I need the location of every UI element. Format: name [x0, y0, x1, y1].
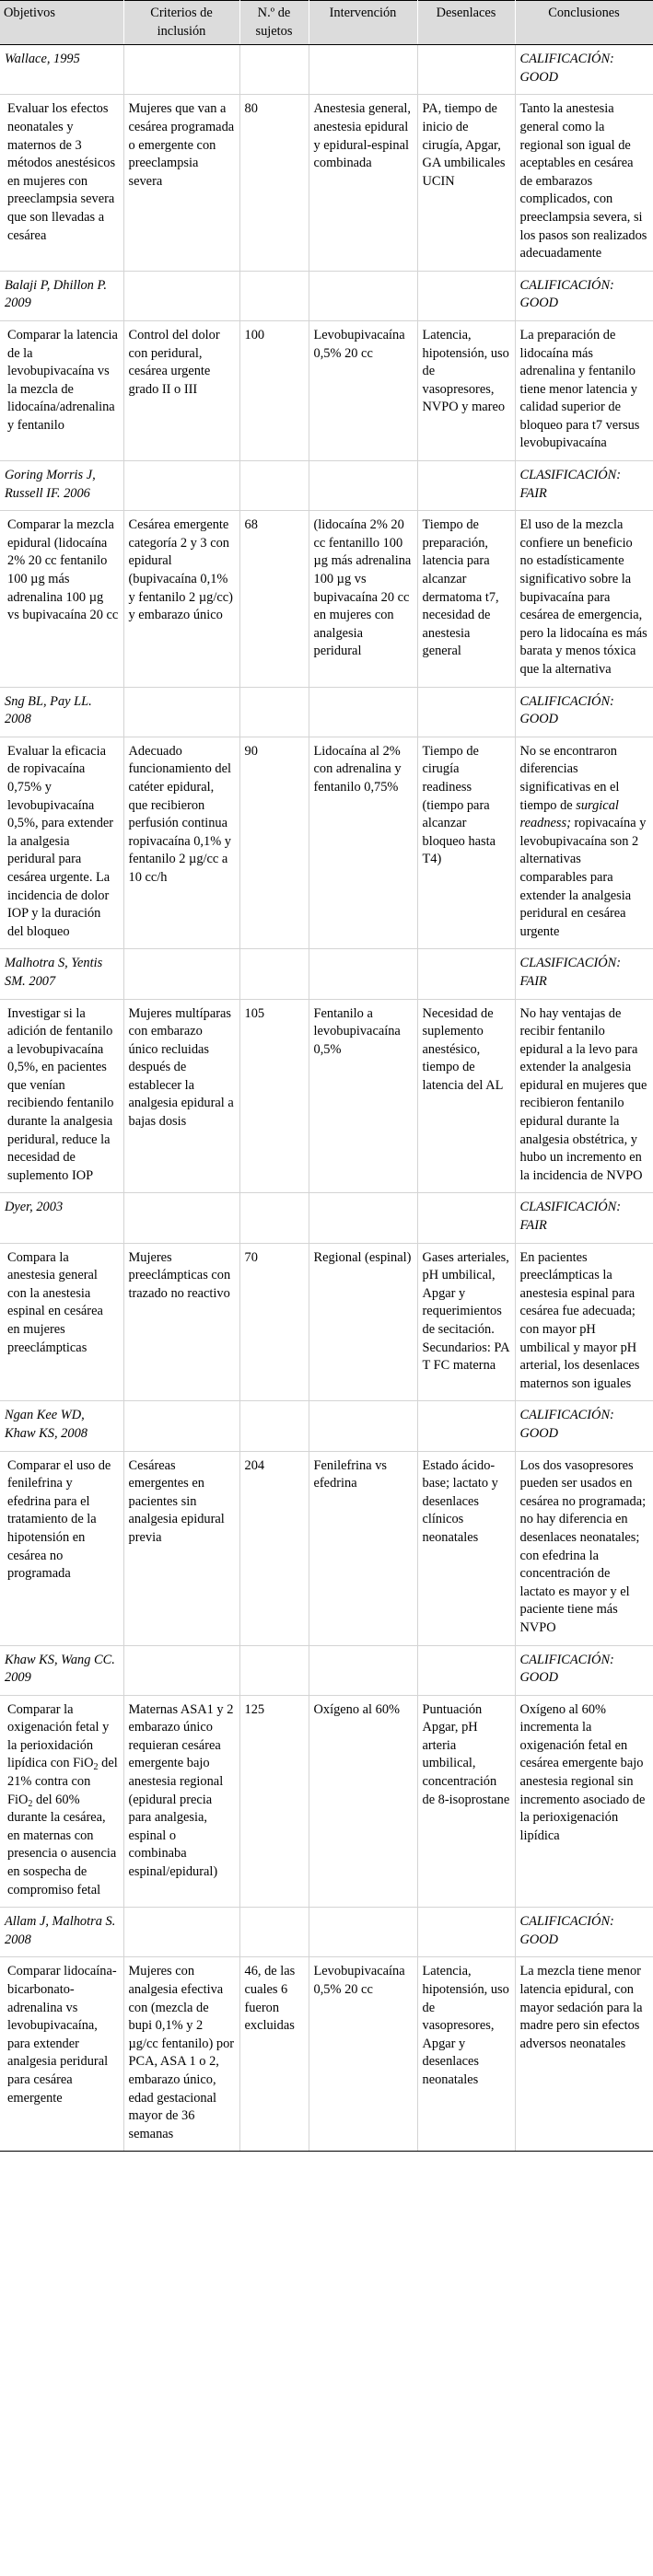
study-author: Sng BL, Pay LL. 2008	[0, 687, 123, 737]
author-row	[0, 1645, 653, 1695]
study-n: 70	[239, 1243, 309, 1401]
study-criteria: Mujeres que van a cesárea programada o emergente con preeclampsia severa	[123, 95, 239, 271]
study-objective: Compara la anestesia general con la anestesia espinal en cesárea en mujeres preeclámpticas	[0, 1243, 123, 1401]
study-author: Dyer, 2003	[0, 1193, 123, 1243]
study-conclusion: Tanto la anestesia general como la regional son igual de aceptables en cesárea de embarazos complicados, con preeclampsia severa, si los pasos son realizados adecuadamente	[515, 95, 653, 271]
study-objective: Comparar el uso de fenilefrina y efedrina para el tratamiento de la hipotensión en cesárea no programada	[0, 1451, 123, 1645]
header-intervencion: Intervención	[309, 1, 417, 45]
study-rating: CLASIFICACIÓN: FAIR	[515, 461, 653, 511]
empty-cell	[239, 271, 309, 320]
empty-cell	[239, 1908, 309, 1957]
empty-cell	[417, 271, 515, 320]
study-objective: Investigar si la adición de fentanilo a levobupivacaína 0,5%, en pacientes que venían recibiendo fentanilo durante la analgesia peridural, reduce la necesidad de suplemento IOP	[0, 999, 123, 1193]
study-rating: CALIFICACIÓN: GOOD	[515, 1645, 653, 1695]
study-author: Khaw KS, Wang CC. 2009	[0, 1645, 123, 1695]
conclusion-emphasis: surgical readness;	[519, 797, 619, 831]
conclusion-text: ropivacaína y levobupivacaína son 2 alternativas comparables para extender la analgesia peridural en cesárea urgente	[519, 816, 647, 939]
header-n-sujetos: N.º de sujetos	[239, 1, 309, 45]
author-row	[0, 461, 653, 511]
study-author: Balaji P, Dhillon P. 2009	[0, 271, 123, 320]
study-outcomes: Latencia, hipotensión, uso de vasopresores, NVPO y mareo	[417, 320, 515, 460]
study-conclusion: La preparación de lidocaína más adrenalina y fentanilo tiene menor latencia y calidad superior de bloqueo para t7 versus levobupivacaína	[515, 320, 653, 460]
study-objective: Evaluar los efectos neonatales y maternos de 3 métodos anestésicos en mujeres con preeclampsia severa que son llevadas a cesárea	[0, 95, 123, 271]
author-row	[0, 45, 653, 95]
author-row	[0, 687, 653, 737]
empty-cell	[123, 949, 239, 999]
empty-cell	[123, 1193, 239, 1243]
study-objective: Comparar la latencia de la levobupivacaína vs la mezcla de lidocaína/adrenalina y fentanilo	[0, 320, 123, 460]
study-intervention: Anestesia general, anestesia epidural y epidural-espinal combinada	[309, 95, 417, 271]
study-conclusion: El uso de la mezcla confiere un beneficio no estadísticamente significativo sobre la bupivacaína para cesárea de emergencia, pero la lidocaína es más barata y menos tóxica que la alternativa	[515, 511, 653, 687]
objective-text: del 60% durante la cesárea, en maternas con presencia o ausencia en sospecha de compromiso fetal	[7, 1792, 117, 1897]
conclusion-text: No se encontraron diferencias significativas en el tiempo de	[519, 743, 620, 813]
study-criteria: Cesáreas emergentes en pacientes sin analgesia epidural previa	[123, 1451, 239, 1645]
empty-cell	[309, 1193, 417, 1243]
empty-cell	[123, 461, 239, 511]
empty-cell	[123, 1401, 239, 1451]
objective-text: del 21% contra con FiO	[7, 1756, 118, 1807]
study-author: Ngan Kee WD, Khaw KS, 2008	[0, 1401, 123, 1451]
study-row	[0, 999, 653, 1193]
empty-cell	[123, 687, 239, 737]
study-outcomes: Latencia, hipotensión, uso de vasopresores, Apgar y desenlaces neonatales	[417, 1957, 515, 2152]
study-row	[0, 1451, 653, 1645]
empty-cell	[123, 1645, 239, 1695]
study-intervention: Oxígeno al 60%	[309, 1695, 417, 1908]
table-header	[0, 1, 653, 45]
study-row	[0, 320, 653, 460]
study-row	[0, 511, 653, 687]
study-outcomes: Estado ácido-base; lactato y desenlaces clínicos neonatales	[417, 1451, 515, 1645]
empty-cell	[239, 1645, 309, 1695]
empty-cell	[123, 45, 239, 95]
study-intervention: Fenilefrina vs efedrina	[309, 1451, 417, 1645]
study-criteria: Mujeres preeclámpticas con trazado no reactivo	[123, 1243, 239, 1401]
study-intervention: Fentanilo a levobupivacaína 0,5%	[309, 999, 417, 1193]
study-conclusion: Oxígeno al 60% incrementa la oxigenación fetal en cesárea emergente bajo anestesia regional sin incremento asociado de la perioxigenación lipídica	[515, 1695, 653, 1908]
study-row	[0, 1243, 653, 1401]
empty-cell	[417, 1645, 515, 1695]
subscript: 2	[28, 1798, 33, 1809]
header-desenlaces: Desenlaces	[417, 1, 515, 45]
empty-cell	[417, 461, 515, 511]
study-conclusion: La mezcla tiene menor latencia epidural, con mayor sedación para la madre pero sin efectos adversos neonatales	[515, 1957, 653, 2152]
study-outcomes: Necesidad de suplemento anestésico, tiempo de latencia del AL	[417, 999, 515, 1193]
study-rating: CALIFICACIÓN: GOOD	[515, 1908, 653, 1957]
study-objective: Comparar la mezcla epidural (lidocaína 2% 20 cc fentanilo 100 µg más adrenalina 100 µg vs bupivacaína 20 cc	[0, 511, 123, 687]
study-objective: Comparar lidocaína-bicarbonato-adrenalina vs levobupivacaína, para extender analgesia peridural para cesárea emergente	[0, 1957, 123, 2152]
study-outcomes: Tiempo de preparación, latencia para alcanzar dermatoma t7, necesidad de anestesia general	[417, 511, 515, 687]
study-objective	[0, 1695, 123, 1908]
empty-cell	[239, 461, 309, 511]
study-intervention: Levobupivacaína 0,5% 20 cc	[309, 1957, 417, 2152]
study-criteria: Cesárea emergente categoría 2 y 3 con epidural (bupivacaína 0,1% y fentanilo 2 µg/cc) y embarazo único	[123, 511, 239, 687]
study-objective: Evaluar la eficacia de ropivacaína 0,75% y levobupivacaína 0,5%, para extender la analgesia peridural para cesárea urgente. La incidencia de dolor IOP y la duración del bloqueo	[0, 737, 123, 949]
empty-cell	[239, 45, 309, 95]
empty-cell	[417, 1193, 515, 1243]
study-outcomes: PA, tiempo de inicio de cirugía, Apgar, GA umbilicales UCIN	[417, 95, 515, 271]
study-row	[0, 737, 653, 949]
study-criteria: Control del dolor con peridural, cesárea urgente grado II o III	[123, 320, 239, 460]
study-n: 100	[239, 320, 309, 460]
empty-cell	[417, 687, 515, 737]
header-conclusiones: Conclusiones	[515, 1, 653, 45]
study-n: 68	[239, 511, 309, 687]
author-row	[0, 949, 653, 999]
empty-cell	[309, 1401, 417, 1451]
empty-cell	[309, 1645, 417, 1695]
header-objetivos: Objetivos	[0, 1, 123, 45]
study-intervention: Regional (espinal)	[309, 1243, 417, 1401]
study-author: Goring Morris J, Russell IF. 2006	[0, 461, 123, 511]
table-body	[0, 45, 653, 2152]
empty-cell	[239, 1193, 309, 1243]
study-conclusion: Los dos vasopresores pueden ser usados en cesárea no programada; no hay diferencia en desenlaces neonatales; con efedrina la concentración de lactato es mayor y el paciente tiene más NVPO	[515, 1451, 653, 1645]
study-criteria: Maternas ASA1 y 2 embarazo único requieran cesárea emergente bajo anestesia regional (epidural precia para analgesia, espinal o combinaba espinal/epidural)	[123, 1695, 239, 1908]
study-n: 46, de las cuales 6 fueron excluidas	[239, 1957, 309, 2152]
study-conclusion: No hay ventajas de recibir fentanilo epidural a la levo para extender la analgesia epidural en mujeres que recibieron fentanilo epidural durante la analgesia obstétrica, y hubo un incremento en la incidencia de NVPO	[515, 999, 653, 1193]
study-intervention: (lidocaína 2% 20 cc fentanillo 100 µg más adrenalina 100 µg vs bupivacaína 20 cc en mujeres con analgesia peridural	[309, 511, 417, 687]
study-conclusion: En pacientes preeclámpticas la anestesia espinal para cesárea fue adecuada; con mayor pH umbilical y mayor pH arterial, los desenlaces maternos son iguales	[515, 1243, 653, 1401]
empty-cell	[417, 45, 515, 95]
study-rating: CALIFICACIÓN: GOOD	[515, 687, 653, 737]
study-author: Malhotra S, Yentis SM. 2007	[0, 949, 123, 999]
empty-cell	[309, 687, 417, 737]
study-conclusion	[515, 737, 653, 949]
study-n: 125	[239, 1695, 309, 1908]
study-author: Wallace, 1995	[0, 45, 123, 95]
empty-cell	[309, 45, 417, 95]
empty-cell	[417, 1401, 515, 1451]
empty-cell	[309, 1908, 417, 1957]
study-criteria: Mujeres con analgesia efectiva con (mezcla de bupi 0,1% y 2 µg/cc fentanilo) por PCA, ASA 1 o 2, embarazo único, edad gestacional mayor de 36 semanas	[123, 1957, 239, 2152]
empty-cell	[417, 1908, 515, 1957]
empty-cell	[239, 687, 309, 737]
study-rating: CLASIFICACIÓN: FAIR	[515, 1193, 653, 1243]
study-row	[0, 95, 653, 271]
subscript: 2	[93, 1762, 99, 1773]
study-rating: CLASIFICACIÓN: FAIR	[515, 949, 653, 999]
study-row	[0, 1695, 653, 1908]
empty-cell	[123, 1908, 239, 1957]
empty-cell	[309, 461, 417, 511]
study-rating: CALIFICACIÓN: GOOD	[515, 271, 653, 320]
study-outcomes: Tiempo de cirugía readiness (tiempo para alcanzar bloqueo hasta T4)	[417, 737, 515, 949]
study-n: 105	[239, 999, 309, 1193]
author-row	[0, 271, 653, 320]
study-rating: CALIFICACIÓN: GOOD	[515, 1401, 653, 1451]
study-intervention: Lidocaína al 2% con adrenalina y fentanilo 0,75%	[309, 737, 417, 949]
study-n: 80	[239, 95, 309, 271]
empty-cell	[123, 271, 239, 320]
empty-cell	[417, 949, 515, 999]
header-criterios: Criterios de inclusión	[123, 1, 239, 45]
author-row	[0, 1401, 653, 1451]
study-n: 204	[239, 1451, 309, 1645]
study-outcomes: Gases arteriales, pH umbilical, Apgar y requerimientos de secitación. Secundarios: PA T FC materna	[417, 1243, 515, 1401]
study-criteria: Adecuado funcionamiento del catéter epidural, que recibieron perfusión continua ropivacaína 0,1% y fentanilo 2 µg/cc a 10 cc/h	[123, 737, 239, 949]
header-row	[0, 1, 653, 45]
study-author: Allam J, Malhotra S. 2008	[0, 1908, 123, 1957]
empty-cell	[309, 271, 417, 320]
empty-cell	[239, 1401, 309, 1451]
study-rating: CALIFICACIÓN: GOOD	[515, 45, 653, 95]
empty-cell	[309, 949, 417, 999]
author-row	[0, 1193, 653, 1243]
study-row	[0, 1957, 653, 2152]
empty-cell	[239, 949, 309, 999]
study-criteria: Mujeres multíparas con embarazo único recluidas después de establecer la analgesia epidural a bajas dosis	[123, 999, 239, 1193]
objective-text: Comparar la oxigenación fetal y la perioxidación lipídica con FiO	[7, 1701, 110, 1771]
author-row	[0, 1908, 653, 1957]
study-outcomes: Puntuación Apgar, pH arteria umbilical, concentración de 8-isoprostane	[417, 1695, 515, 1908]
study-intervention: Levobupivacaína 0,5% 20 cc	[309, 320, 417, 460]
study-n: 90	[239, 737, 309, 949]
